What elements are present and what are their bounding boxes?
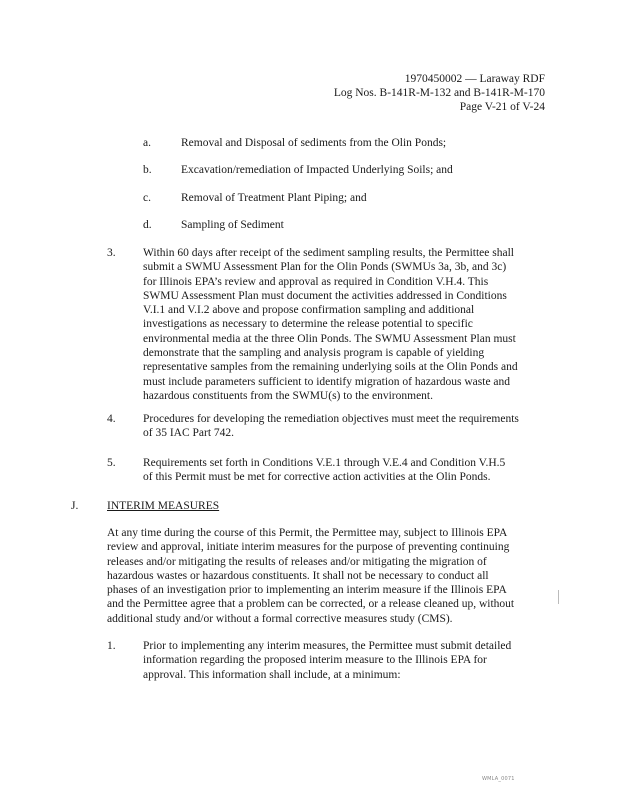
paragraph-line: representative samples from the remaining underlying soils at the Olin Ponds and <box>143 361 518 374</box>
paragraph-line: Procedures for developing the remediation objectives must meet the requirements <box>143 413 519 425</box>
scan-mark <box>558 590 559 604</box>
paragraph-line: SWMU Assessment Plan must document the activities addressed in Conditions <box>143 289 507 302</box>
paragraph-line: At any time during the course of this Permit, the Permittee may, subject to Illinois EPA <box>107 527 508 539</box>
header-page-line: Page V-21 of V-24 <box>459 101 545 113</box>
header-id-line: 1970450002 — Laraway RDF <box>404 73 545 85</box>
paragraph-line: demonstrate that the sampling and analysis program is capable of yielding <box>143 347 485 360</box>
subitem-c-label: c. <box>143 192 151 204</box>
item-4-label: 4. <box>107 413 116 425</box>
subitem-c-text: Removal of Treatment Plant Piping; and <box>181 192 367 204</box>
item-j1-label: 1. <box>107 640 116 652</box>
header-log-line: Log Nos. B-141R-M-132 and B-141R-M-170 <box>333 87 545 99</box>
section-j-paragraph <box>107 526 514 626</box>
item-3-paragraph <box>143 246 518 403</box>
paragraph-line: approval. This information shall include, at a minimum: <box>143 668 401 681</box>
item-4-paragraph <box>143 412 519 441</box>
paragraph-line: review and approval, initiate interim measures for the purpose of preventing continuing <box>107 541 510 554</box>
item-3-label: 3. <box>107 247 116 259</box>
paragraph-line: environmental media at the three Olin Ponds. The SWMU Assessment Plan must <box>143 332 516 345</box>
subitem-d-text: Sampling of Sediment <box>181 219 284 231</box>
header-block <box>334 72 545 114</box>
item-j1-paragraph <box>143 639 511 682</box>
paragraph-line: investigations as necessary to determine the release potential to specific <box>143 318 473 331</box>
bates-stamp: WMLA_0071 <box>482 776 515 782</box>
item-5-label: 5. <box>107 457 116 469</box>
paragraph-line: V.I.1 and V.I.2 above and propose confirmation sampling and additional <box>143 304 475 317</box>
paragraph-line: phases of an investigation prior to implementing an interim measure if the Illinois EPA <box>107 584 507 597</box>
subitem-a-text: Removal and Disposal of sediments from the Olin Ponds; <box>181 137 447 149</box>
item-5-paragraph <box>143 456 505 485</box>
paragraph-line: Prior to implementing any interim measures, the Permittee must submit detailed <box>143 640 512 652</box>
paragraph-line: releases and/or mitigating the results of releases and/or mitigating the migration of <box>107 555 487 568</box>
subitem-b-label: b. <box>143 164 152 176</box>
paragraph-line: hazardous wastes or hazardous constituents. It shall not be necessary to conduct all <box>107 569 489 582</box>
paragraph-line: hazardous constituents from the SWMU(s) to the environment. <box>143 389 433 402</box>
subitem-d-label: d. <box>143 219 152 231</box>
paragraph-line: for Illinois EPA’s review and approval as required in Condition V.H.4. This <box>143 275 489 288</box>
section-j-label: J. <box>71 500 79 512</box>
paragraph-line: and the Permittee agree that a problem can be corrected, or a release cleaned up, without <box>107 598 515 611</box>
subitem-a-label: a. <box>143 137 151 149</box>
paragraph-line: of 35 IAC Part 742. <box>143 427 235 440</box>
paragraph-line: additional study and/or without a formal corrective measures study (CMS). <box>107 612 453 625</box>
paragraph-line: Within 60 days after receipt of the sediment sampling results, the Permittee shall <box>143 247 514 259</box>
paragraph-line: Requirements set forth in Conditions V.E.1 through V.E.4 and Condition V.H.5 <box>143 457 506 469</box>
paragraph-line: submit a SWMU Assessment Plan for the Olin Ponds (SWMUs 3a, 3b, and 3c) <box>143 261 507 274</box>
section-j-title: INTERIM MEASURES <box>107 500 220 512</box>
paragraph-line: information regarding the proposed interim measure to the Illinois EPA for <box>143 654 487 667</box>
paragraph-line: must include parameters sufficient to identify migration of hazardous waste and <box>143 375 511 388</box>
subitem-b-text: Excavation/remediation of Impacted Underlying Soils; and <box>181 164 453 176</box>
paragraph-line: of this Permit must be met for corrective action activities at the Olin Ponds. <box>143 471 491 484</box>
